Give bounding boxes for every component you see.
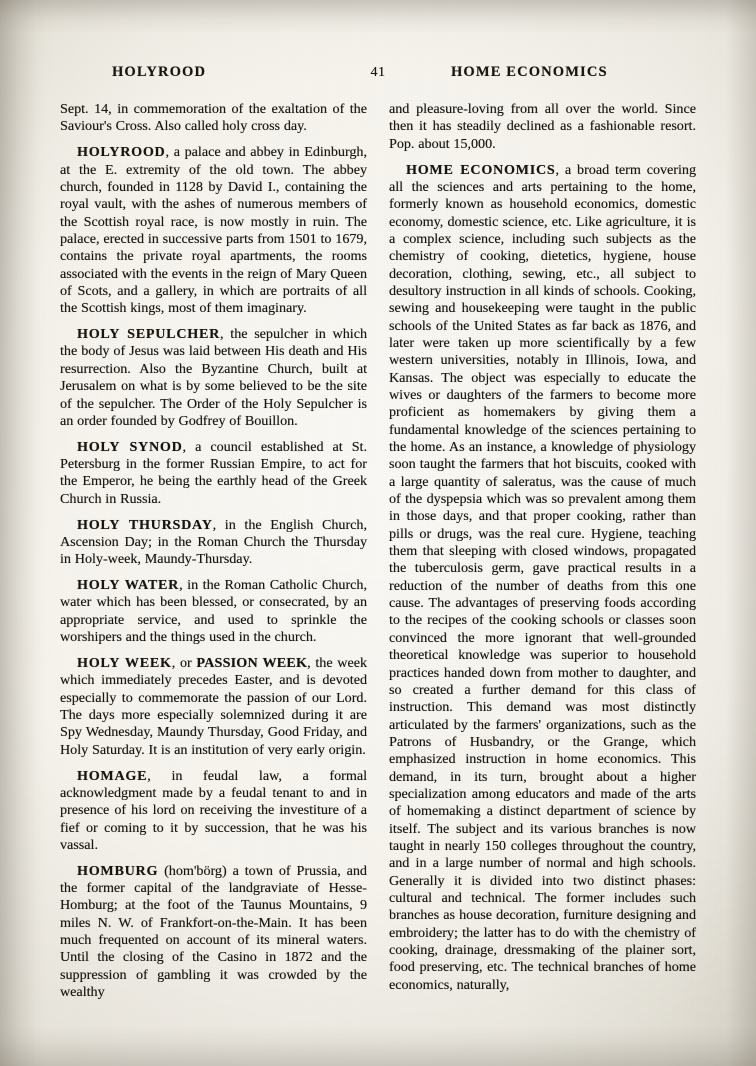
running-head-right: HOME ECONOMICS: [451, 64, 608, 80]
entry-paragraph: [60, 768, 367, 855]
headword-conjunction: , or: [171, 654, 197, 671]
entry-paragraph: [60, 863, 367, 1002]
entry-paragraph: [60, 517, 367, 569]
entry-body-text: , in feudal law, a formal acknowledgment made by a feudal tenant to and in presence of his lord on receiving the investiture of a fief or coming to it by succession, that he was his vassal.: [60, 767, 367, 853]
gutter-shadow: [0, 0, 46, 1066]
entry-body-text: a town of Prussia, and the former capital of the landgraviate of Hesse-Homburg; at the foot of the Taunus Mountains, 9 miles N. W. of Frankfort-on-the-Main. It has been much frequented on account of its mineral waters. Until the closing of the Casino in 1872 and the suppression of gambling it was crowded by the wealthy: [60, 862, 367, 1001]
entry-paragraph: [60, 144, 367, 317]
entry-body-text: , the sepulcher in which the body of Jesus was laid between His death and His resurrection. Also the Byzantine Church, built at Jerusalem on what is by some believed to be the site of the sepulcher. The Order of the Holy Sepulcher is an order founded by Godfrey of Bouillon.: [60, 326, 368, 429]
left-column: [60, 101, 367, 1002]
running-head: [60, 64, 696, 82]
entry-body-text: , a broad term covering all the sciences and arts pertaining to the home, formerly known as household economics, domestic economy, domestic science, etc. Like agriculture, it is a complex science, including such subjects as the chemistry of cooking, dietetics, hygiene, house decoration, clothing, sewing, etc., all subject to desultory instruction in all kinds of schools. Cooking, sewing and housekeeping were taught in the public schools of the United States as far back as 1876, and later were taken up more scientifically by a few western universities, notably in Illinois, Iowa, and Kansas. The object was especially to educate the wives or daughters of the farmers to become more proficient as homemakers by giving them a fundamental knowledge of the sciences pertaining to the home. As an instance, a knowledge of physiology soon taught the farmers that hot biscuits, cooked with a large quantity of saleratus, was the cause of much of the dyspepsia which was so prevalent among them in those days, and that proper cooking, rather than pills or drugs, was the real cure. Hygiene, teaching them that sleeping with closed windows, propagated the tuberculosis germ, gave practical results in a reduction of the number of deaths from this one cause. The advantages of preserving foods according to the recipes of the cooking schools or classes soon convinced the more ignorant that well-grounded theoretical knowledge was superior to household practices handed down from mother to daughter, and so created a further demand for this class of instruction. This demand was most distinctly articulated by the farmers' organizations, such as the Patrons of Husbandry, or the Grange, which emphasized instruction in home economics. This demand, in its turn, brought about a higher specialization among educators and made of the arts of homemaking a distinct department of science by itself. The subject and its various branches is now taught in nearly 150 colleges throughout the country, and in a large number of normal and high schools. Generally it is divided into two distinct phases: cultural and technical. The former includes such branches as house decoration, furniture designing and embroidery; the latter has to do with the chemistry of cooking, drainage, dressmaking of the plainer sort, food preserving, etc. The technical branches of home economics, naturally,: [389, 161, 696, 993]
entry-body-text: , in the Roman Catholic Church, water which has been blessed, or consecrated, by an appropriate service, and used to sprinkle the worshipers and the things used in the church.: [60, 577, 367, 646]
entry-paragraph: [60, 439, 367, 508]
entry-body-text: , the week which immediately precedes Easter, and is devoted especially to commemorate the passion of our Lord. The days more especially solemnized during it are Spy Wednesday, Maundy Thursday, Good Friday, and Holy Saturday. It is an institution of very early origin.: [60, 654, 367, 758]
entry-headword: HOLYROOD: [77, 144, 166, 161]
entry-body-text: , a palace and abbey in Edinburgh, at the E. extremity of the old town. The abbey church, founded in 1128 by David I., containing the royal vault, with the ashes of numerous members of the Scottish royal race, is now mostly in ruin. The palace, erected in successive parts from 1501 to 1679, contains the private royal apartments, the rooms associated with the events in the reign of Mary Queen of Scots, and a gallery, in which are portraits of all the Scottish kings, most of them imaginary.: [60, 144, 367, 317]
entry-paragraph: [60, 326, 367, 430]
entry-headword: HOLY WATER: [77, 577, 180, 594]
entry-headword: HOLY SEPULCHER: [77, 326, 221, 343]
entry-headword: HOLY WEEK: [77, 654, 172, 671]
right-column: [389, 101, 696, 1002]
entry-paragraph: [60, 101, 367, 136]
entry-paragraph: [389, 162, 696, 995]
text-columns: [60, 101, 696, 1002]
page-text-block: [60, 64, 696, 1002]
entry-body-text: Sept. 14, in commemoration of the exaltation of the Saviour's Cross. Also called holy cross day.: [60, 101, 367, 135]
running-head-left: HOLYROOD: [112, 64, 207, 80]
entry-body-text: , a council established at St. Petersburg in the former Russian Empire, to act for the Emperor, he being the earthly head of the Greek Church in Russia.: [60, 438, 367, 507]
entry-headword: HOLY THURSDAY: [77, 516, 213, 533]
entry-body-text: and pleasure-loving from all over the world. Since then it has steadily declined as a fashionable resort. Pop. about 15,000.: [389, 101, 696, 152]
entry-headword-alt: PASSION WEEK: [196, 654, 308, 671]
entry-headword: HOMAGE: [77, 767, 148, 784]
entry-paragraph: [60, 577, 367, 646]
entry-pronunciation: (hom'börg): [158, 862, 227, 879]
top-edge-shadow: [0, 0, 756, 34]
entry-headword: HOLY SYNOD: [77, 438, 183, 455]
entry-headword: HOME ECONOMICS: [406, 161, 556, 178]
right-edge-shadow: [726, 0, 756, 1066]
entry-headword: HOMBURG: [77, 862, 159, 879]
bottom-edge-shadow: [0, 1026, 756, 1066]
entry-paragraph: [60, 655, 367, 759]
page-number: 41: [370, 65, 386, 80]
entry-paragraph: [389, 101, 696, 153]
entry-body-text: , in the English Church, Ascension Day; in the Roman Church the Thursday in Holy-week, Maundy-Thursday.: [60, 516, 367, 568]
